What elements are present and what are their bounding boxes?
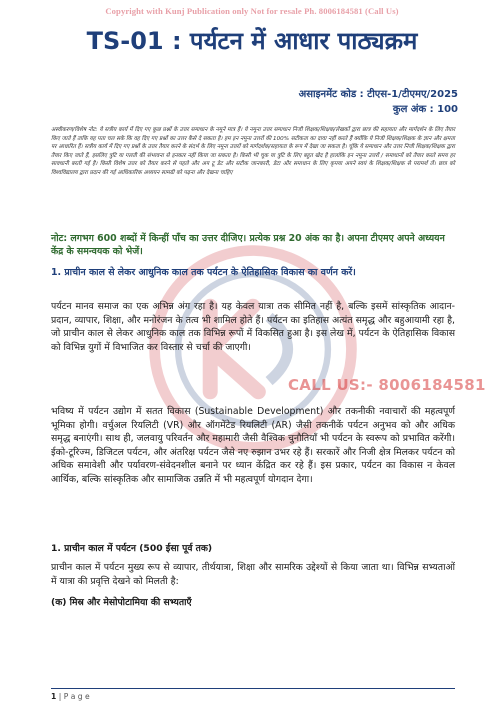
page-title: TS-01 : पर्यटन में आधार पाठ्यक्रम [86,27,418,55]
intro-paragraph: पर्यटन मानव समाज का एक अभिन्न अंग रहा है। यह केवल यात्रा तक सीमित नहीं है, बल्कि इसमें सांस्कृतिक आदान-प्रदान, व्यापार, शिक्षा, और मनोरंजन के तत्व भी शामिल होते हैं। पर्यटन का इतिहास अत्यंत समृद्ध और बहुआयामी रहा है, जो प्राचीन काल से लेकर आधुनिक काल तक विभिन्न रूपों में विकसित हुआ है। इस लेख में, पर्यटन के ऐतिहासिक विकास को विभिन्न युगों में विभाजित कर विस्तार से चर्चा की जाएगी। [51,301,455,353]
watermark-phone: CALL US:- 8006184581 [288,376,486,394]
page-label: P a g e [63,692,90,701]
subsection-heading: (क) मिस्र और मेसोपोटामिया की सभ्यताएँ [51,597,192,608]
instructions-note: नोट: लगभग 600 शब्दों में किन्हीं पाँच का उत्तर दीजिए। प्रत्येक प्रश्न 20 अंक का है। अपना टीएमए अपने अध्ययन केंद्र के समन्वयक को भेजें। [51,233,445,257]
page-number: 1 [51,692,57,701]
future-paragraph: भविष्य में पर्यटन उद्योग में सतत विकास (Sustainable Development) और तकनीकी नवाचारों की महत्वपूर्ण भूमिका होगी। वर्चुअल रियलिटी (VR) और ऑगमेंटेड रियलिटी (AR) जैसी तकनीकें पर्यटन अनुभव को और अधिक समृद्ध बनाएंगी। साथ ही, जलवायु परिवर्तन और महामारी जैसी वैश्विक चुनौतियाँ भी पर्यटन के स्वरूप को प्रभावित करेंगी। ईको-टूरिज्म, डिजिटल पर्यटन, और अंतरिक्ष पर्यटन जैसे नए रुझान उभर रहे हैं। सरकारें और निजी क्षेत्र मिलकर पर्यटन को अधिक समावेशी और पर्यावरण-संवेदनशील बनाने पर ध्यान केंद्रित कर रहे हैं। इस प्रकार, पर्यटन का विकास न केवल आर्थिक, बल्कि सांस्कृतिक और सामाजिक उन्नति में भी महत्वपूर्ण योगदान देगा। [51,406,455,485]
page-separator: | [58,692,64,701]
section-heading: 1. प्राचीन काल में पर्यटन (500 ईसा पूर्व तक) [51,543,213,554]
disclaimer-text: अस्वीकरण/विशेष नोट: ये सत्रीय कार्य में दिए गए कुछ प्रश्नों के उत्तर समाधान के नमूने मात्र हैं। ये नमूना उत्तर समाधान निजी शिक्षक/शिक्षक/लेखकों द्वारा छात्र की सहायता और मार्गदर्शन के लिए तैयार किए जाते हैं ताकि यह पता चल सके कि वह दिए गए प्रश्नों का उत्तर कैसे दे सकता है। हम इन नमूना उत्तरों की 100% सटीकता का दावा नहीं करते हैं क्योंकि ये निजी शिक्षक/शिक्षक के ज्ञान और क्षमता पर आधारित हैं। सत्रीय कार्य में दिए गए प्रश्नों के उत्तर तैयार करने के संदर्भ के लिए नमूना उत्तरों को मार्गदर्शक/सहायता के रूप में देखा जा सकता है। चूंकि ये समाधान और उत्तर निजी शिक्षक/शिक्षक द्वारा तैयार किए जाते हैं, इसलिए त्रुटि या गलती की संभावना से इनकार नहीं किया जा सकता है। किसी भी चूक या त्रुटि के लिए बहुत खेद है हालांकि इन नमूना उत्तरों / समाधानों को तैयार करते समय हर सावधानी बरती गई है। किसी विशेष उत्तर को तैयार करने से पहले और अप टू डेट और सटीक जानकारी, डेटा और समाधान के लिए कृपया अपने स्वयं के शिक्षक/शिक्षक से परामर्श लें। छात्र को विश्वविद्यालय द्वारा प्रदान की गई आधिकारिक अध्ययन सामग्री को पढ़ना और देखना चाहिए [51,127,455,176]
assignment-code: असाइनमेंट कोड : टीएस-1/टीएमए/2025 [298,89,458,100]
copyright-banner: Copyright with Kunj Publication only Not for resale Ph. 8006184581 (Call Us) [105,6,399,16]
page-footer [51,692,90,701]
ancient-paragraph: प्राचीन काल में पर्यटन मुख्य रूप से व्यापार, तीर्थयात्रा, शिक्षा और सामरिक उद्देश्यों से किया जाता था। विभिन्न सभ्यताओं में यात्रा की प्रवृत्ति देखने को मिलती है: [51,562,455,587]
footer-divider [51,688,455,689]
total-marks: कुल अंक : 100 [392,104,458,115]
question-heading: 1. प्राचीन काल से लेकर आधुनिक काल तक पर्यटन के ऐतिहासिक विकास का वर्णन करें। [51,267,356,278]
